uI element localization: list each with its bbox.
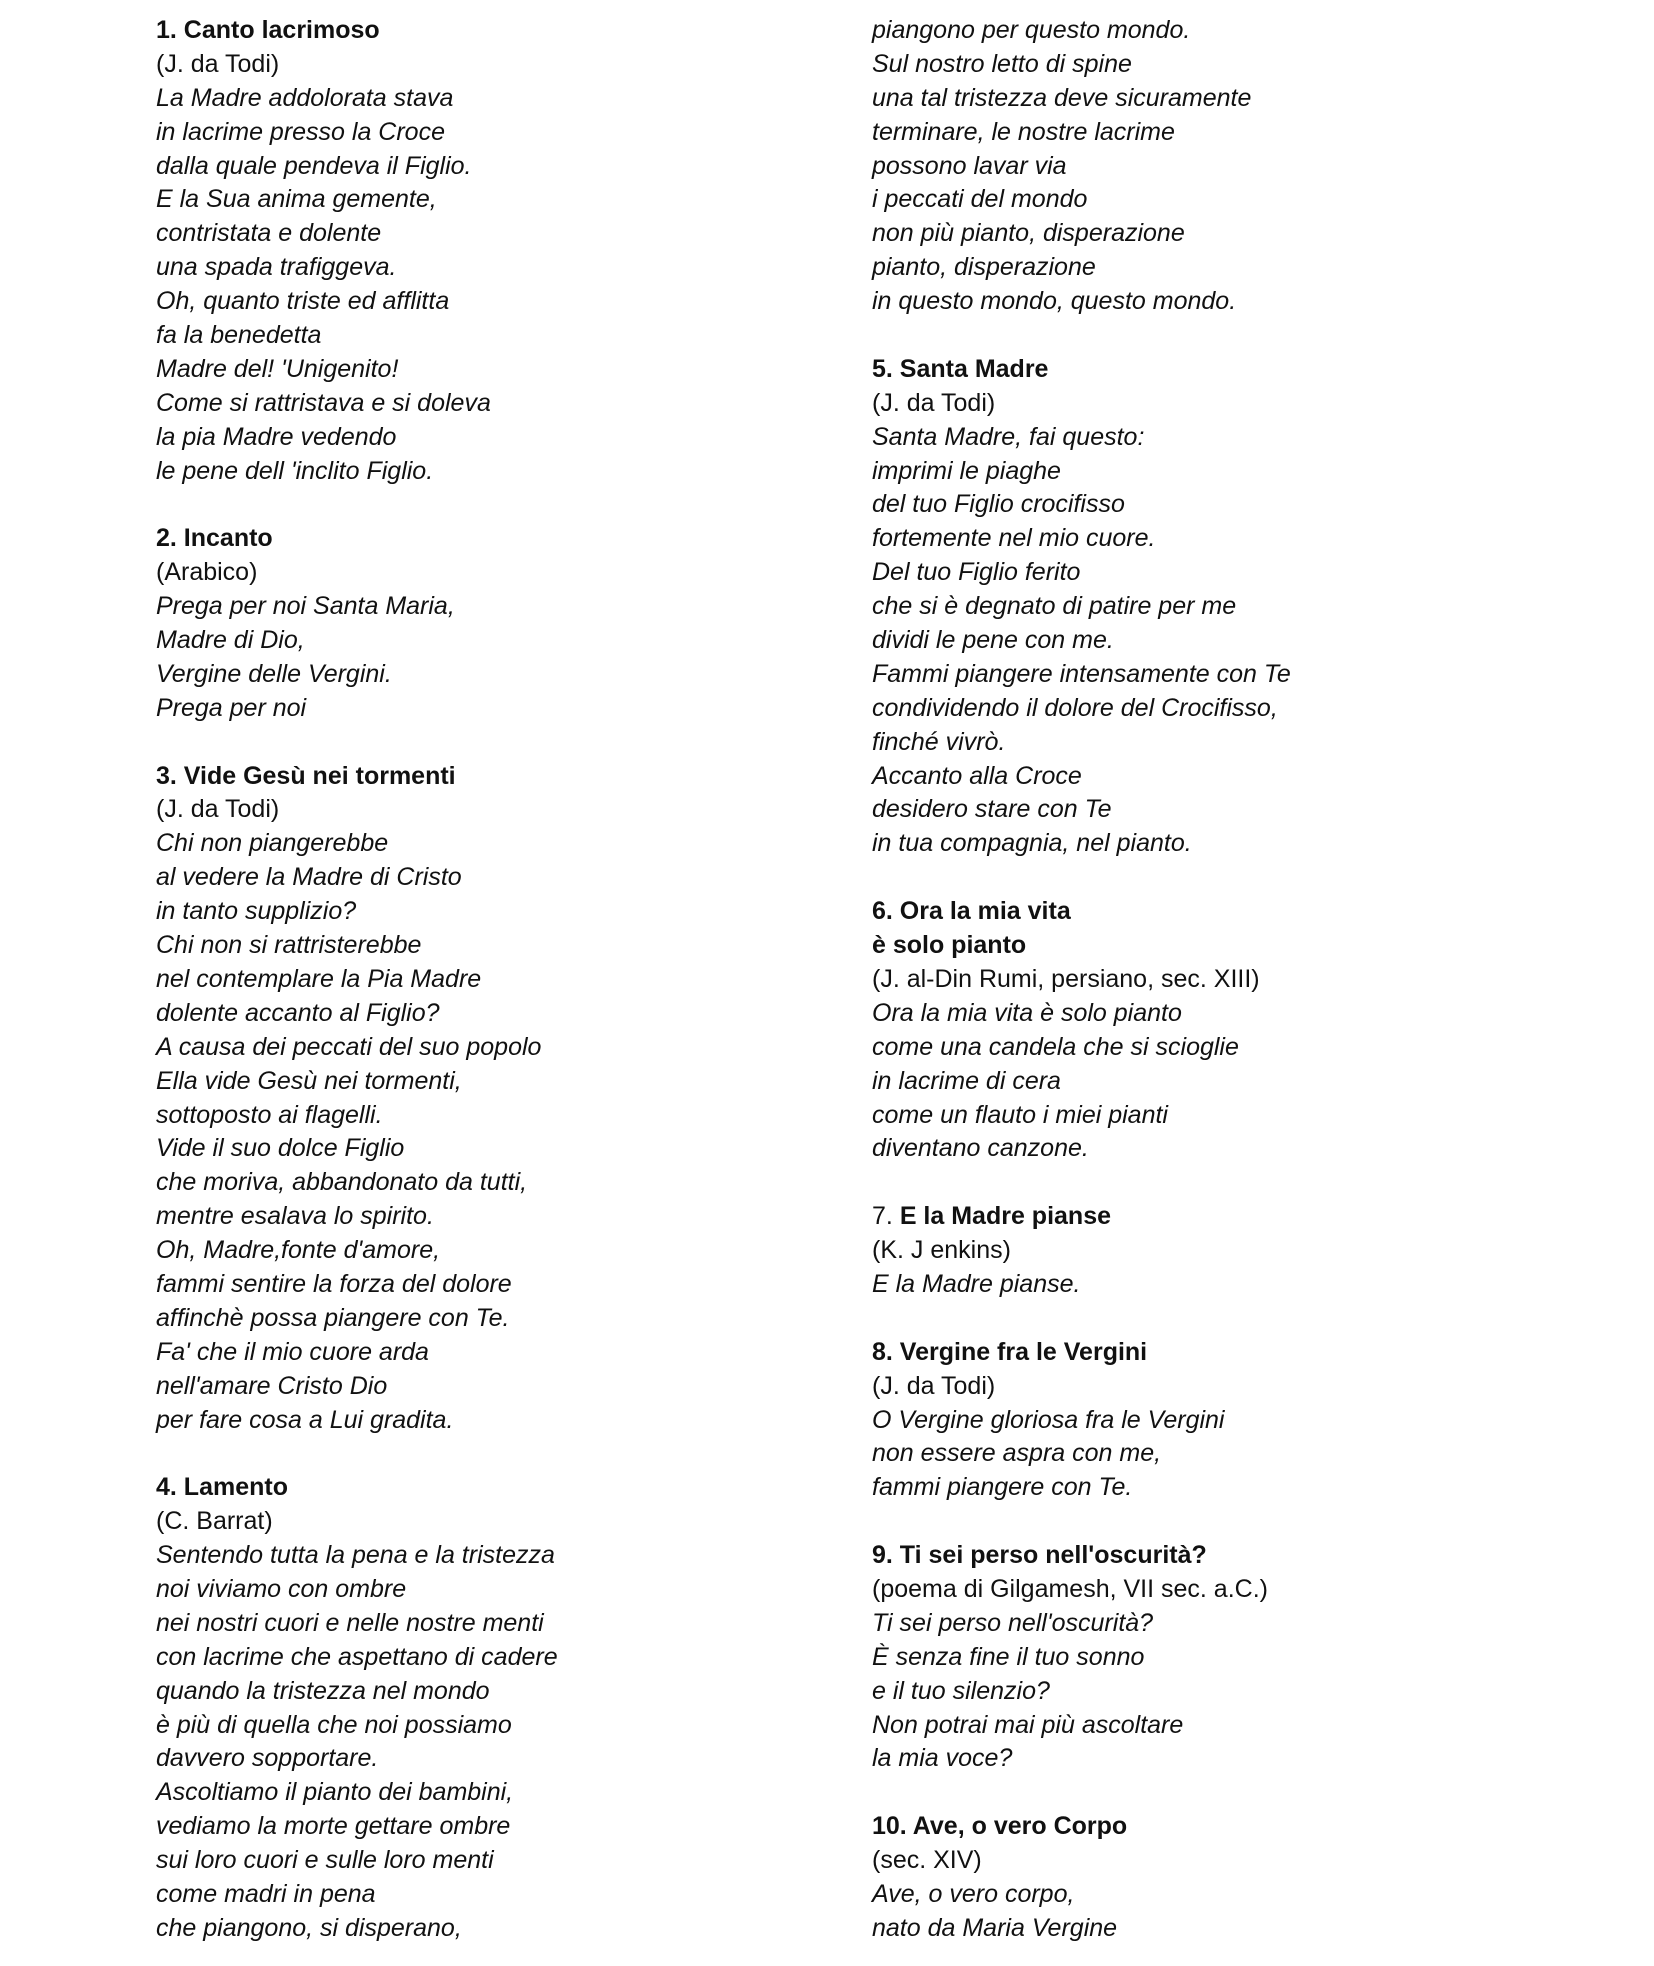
verse-line: pianto, disperazione	[872, 253, 1096, 282]
verse-line: Sul nostro letto di spine	[872, 49, 1132, 78]
verse-line: finché vivrò.	[872, 727, 1006, 756]
verse-line: vediamo la morte gettare ombre	[156, 1812, 511, 1841]
verse-line: la mia voce?	[872, 1744, 1013, 1773]
poem-section	[156, 760, 836, 1438]
verse-line: Vide il suo dolce Figlio	[156, 1134, 405, 1163]
verse-line: È senza fine il tuo sonno	[872, 1642, 1145, 1671]
stanza-gap	[156, 488, 836, 522]
section-title-text: E la Madre pianse	[899, 1202, 1112, 1231]
verse-line: Ora la mia vita è solo pianto	[872, 998, 1182, 1027]
stanza-gap	[872, 1505, 1552, 1539]
verse-line: Come si rattristava e si doleva	[156, 388, 491, 417]
verse-line: che moriva, abbandonato da tutti,	[156, 1168, 528, 1197]
verse-line: come madri in pena	[156, 1879, 376, 1908]
verse-line: Madre di Dio,	[156, 626, 305, 655]
verse-line: come un flauto i miei pianti	[872, 1100, 1168, 1129]
verse-line: possono lavar via	[872, 151, 1067, 180]
section-title	[872, 1200, 1552, 1234]
verse-line: Fa' che il mio cuore arda	[156, 1337, 429, 1366]
verse-line: una spada trafiggeva.	[156, 253, 397, 282]
section-author: (K. J enkins)	[872, 1236, 1011, 1265]
stanza-gap	[156, 726, 836, 760]
verse-line: al vedere la Madre di Cristo	[156, 863, 462, 892]
verse-line: imprimi le piaghe	[872, 456, 1061, 485]
verse-line: come una candela che si scioglie	[872, 1032, 1239, 1061]
right-column	[872, 14, 1552, 1946]
poem-section	[872, 353, 1552, 861]
verse-line: Fammi piangere intensamente con Te	[872, 659, 1291, 688]
section-title: 9. Ti sei perso nell'oscurità?	[872, 1541, 1207, 1570]
section-title: 1. Canto lacrimoso	[156, 16, 380, 44]
verse-line: Madre del! 'Unigenito!	[156, 354, 399, 383]
section-author: (poema di Gilgamesh, VII sec. a.C.)	[872, 1574, 1268, 1603]
verse-line: le pene dell 'inclito Figlio.	[156, 456, 434, 485]
section-author: (J. da Todi)	[156, 795, 280, 824]
verse-line: nell'amare Cristo Dio	[156, 1371, 388, 1400]
verse-line: mentre esalava lo spirito.	[156, 1202, 434, 1231]
verse-line: Santa Madre, fai questo:	[872, 422, 1145, 451]
poem-section	[872, 1200, 1552, 1302]
verse-line: Accanto alla Croce	[872, 761, 1082, 790]
verse-line: Sentendo tutta la pena e la tristezza	[156, 1541, 555, 1570]
section-author: (Arabico)	[156, 558, 258, 587]
verse-line: O Vergine gloriosa fra le Vergini	[872, 1405, 1225, 1434]
verse-line: in tanto supplizio?	[156, 897, 357, 926]
verse-line: fortemente nel mio cuore.	[872, 524, 1156, 553]
verse-line: E la Sua anima gemente,	[156, 185, 437, 214]
poem-section	[156, 1471, 836, 1945]
verse-line: in lacrime presso la Croce	[156, 117, 445, 146]
verse-line: dalla quale pendeva il Figlio.	[156, 151, 472, 180]
verse-line: contristata e dolente	[156, 219, 382, 248]
verse-line: la pia Madre vedendo	[156, 422, 397, 451]
verse-line: desidero stare con Te	[872, 795, 1112, 824]
section-author: (J. da Todi)	[872, 1371, 996, 1400]
stanza-gap	[872, 1302, 1552, 1336]
verse-line: Vergine delle Vergini.	[156, 659, 392, 688]
section-author: (J. da Todi)	[872, 388, 996, 417]
verse-line: è più di quella che noi possiamo	[156, 1710, 512, 1739]
verse-line: Del tuo Figlio ferito	[872, 558, 1081, 587]
verse-line: diventano canzone.	[872, 1134, 1089, 1163]
verse-line: Chi non piangerebbe	[156, 829, 389, 858]
verse-line: sottoposto ai flagelli.	[156, 1100, 383, 1129]
verse-line: A causa dei peccati del suo popolo	[156, 1032, 542, 1061]
section-title: 3. Vide Gesù nei tormenti	[156, 761, 456, 790]
verse-line: Prega per noi	[156, 693, 307, 722]
section-number: 7.	[872, 1202, 893, 1231]
verse-line: con lacrime che aspettano di cadere	[156, 1642, 558, 1671]
verse-line: Prega per noi Santa Maria,	[156, 592, 455, 621]
section-author: (C. Barrat)	[156, 1507, 273, 1536]
verse-line: Chi non si rattristerebbe	[156, 931, 422, 960]
verse-line: La Madre addolorata stava	[156, 83, 454, 112]
poem-section	[872, 1336, 1552, 1505]
verse-line: sui loro cuori e sulle loro menti	[156, 1846, 494, 1875]
verse-line: una tal tristezza deve sicuramente	[872, 83, 1252, 112]
verse-line: che si è degnato di patire per me	[872, 592, 1237, 621]
poem-section	[872, 895, 1552, 1166]
verse-line: E la Madre pianse.	[872, 1269, 1081, 1298]
verse-line: dolente accanto al Figlio?	[156, 998, 440, 1027]
verse-line: affinchè possa piangere con Te.	[156, 1303, 510, 1332]
verse-line: per fare cosa a Lui gradita.	[156, 1405, 454, 1434]
verse-line: Oh, Madre,fonte d'amore,	[156, 1236, 441, 1265]
section-author: (J. da Todi)	[156, 49, 280, 78]
stanza-gap	[872, 1166, 1552, 1200]
section-title: 2. Incanto	[156, 524, 273, 553]
poem-section	[872, 1539, 1552, 1776]
verse-line: che piangono, si disperano,	[156, 1913, 462, 1942]
verse-line: Oh, quanto triste ed afflitta	[156, 287, 450, 316]
verse-line: fammi sentire la forza del dolore	[156, 1269, 512, 1298]
stanza-gap	[872, 861, 1552, 895]
verse-line: nei nostri cuori e nelle nostre menti	[156, 1608, 544, 1637]
verse-line: in questo mondo, questo mondo.	[872, 287, 1237, 316]
section-title: 5. Santa Madre	[872, 354, 1049, 383]
verse-line: davvero sopportare.	[156, 1744, 379, 1773]
verse-line: nato da Maria Vergine	[872, 1913, 1118, 1942]
section-title-continued: è solo pianto	[872, 931, 1027, 960]
poem-section	[872, 14, 1552, 319]
verse-line: Ave, o vero corpo,	[872, 1879, 1075, 1908]
section-title: 10. Ave, o vero Corpo	[872, 1812, 1128, 1841]
verse-line: condividendo il dolore del Crocifisso,	[872, 693, 1278, 722]
poem-section	[872, 1810, 1552, 1946]
stanza-gap	[872, 319, 1552, 353]
verse-line: noi viviamo con ombre	[156, 1574, 407, 1603]
verse-line: fammi piangere con Te.	[872, 1473, 1133, 1502]
verse-line: non più pianto, disperazione	[872, 219, 1185, 248]
poem-section	[156, 522, 836, 725]
stanza-gap	[872, 1776, 1552, 1810]
verse-line: in lacrime di cera	[872, 1066, 1061, 1095]
verse-line: Ella vide Gesù nei tormenti,	[156, 1066, 462, 1095]
verse-line: quando la tristezza nel mondo	[156, 1676, 490, 1705]
verse-line: Ti sei perso nell'oscurità?	[872, 1608, 1154, 1637]
verse-line: dividi le pene con me.	[872, 626, 1114, 655]
verse-line: del tuo Figlio crocifisso	[872, 490, 1125, 519]
poem-section	[156, 14, 836, 488]
verse-line: nel contemplare la Pia Madre	[156, 964, 482, 993]
verse-line: Non potrai mai più ascoltare	[872, 1710, 1184, 1739]
verse-line: in tua compagnia, nel pianto.	[872, 829, 1192, 858]
section-title: 6. Ora la mia vita	[872, 897, 1071, 926]
verse-line: terminare, le nostre lacrime	[872, 117, 1175, 146]
left-column	[156, 14, 836, 1946]
stanza-gap	[156, 1437, 836, 1471]
section-author: (J. al-Din Rumi, persiano, sec. XIII)	[872, 964, 1260, 993]
verse-line: fa la benedetta	[156, 321, 322, 350]
verse-line: i peccati del mondo	[872, 185, 1088, 214]
verse-line: Ascoltiamo il pianto dei bambini,	[156, 1778, 514, 1807]
verse-line: e il tuo silenzio?	[872, 1676, 1050, 1705]
verse-line: non essere aspra con me,	[872, 1439, 1162, 1468]
verse-line: piangono per questo mondo.	[872, 16, 1191, 44]
section-author: (sec. XIV)	[872, 1846, 982, 1875]
section-title: 8. Vergine fra le Vergini	[872, 1337, 1148, 1366]
section-title: 4. Lamento	[156, 1473, 288, 1502]
